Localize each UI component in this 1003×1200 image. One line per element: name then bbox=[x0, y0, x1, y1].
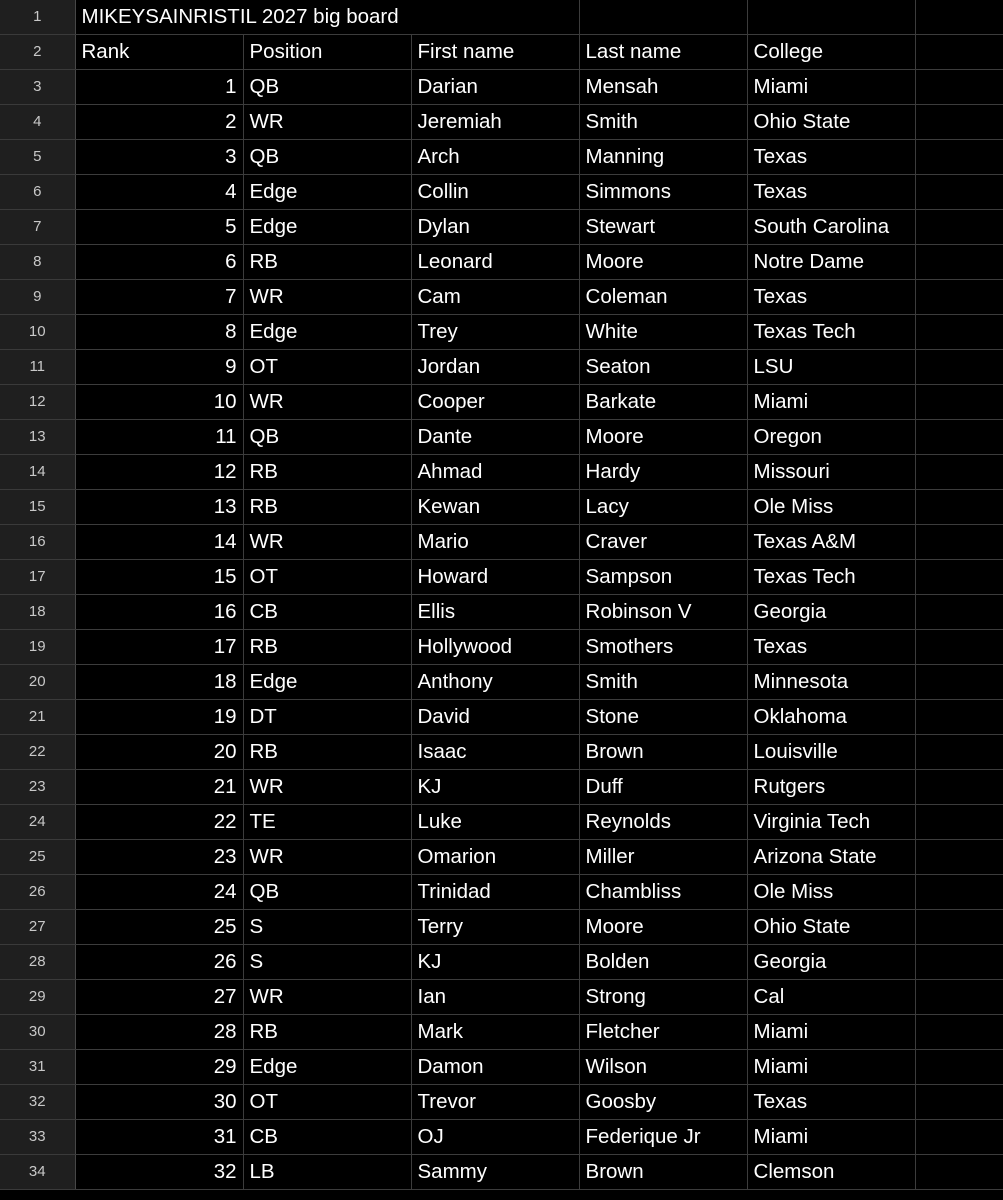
position-cell[interactable]: LB bbox=[243, 1155, 411, 1190]
last-name-cell[interactable]: White bbox=[579, 315, 747, 350]
row-number[interactable]: 16 bbox=[0, 525, 75, 560]
college-cell[interactable]: Ole Miss bbox=[747, 875, 915, 910]
college-cell[interactable]: Notre Dame bbox=[747, 245, 915, 280]
first-name-cell[interactable]: Mark bbox=[411, 1015, 579, 1050]
last-name-cell[interactable]: Chambliss bbox=[579, 875, 747, 910]
cell[interactable] bbox=[579, 0, 747, 35]
rank-cell[interactable]: 13 bbox=[75, 490, 243, 525]
last-name-cell[interactable]: Smith bbox=[579, 105, 747, 140]
college-cell[interactable]: Ohio State bbox=[747, 105, 915, 140]
cell[interactable] bbox=[915, 35, 1003, 70]
first-name-cell[interactable]: Ellis bbox=[411, 595, 579, 630]
row-number[interactable]: 11 bbox=[0, 350, 75, 385]
cell[interactable] bbox=[915, 140, 1003, 175]
table-row bbox=[0, 665, 1003, 700]
cell[interactable] bbox=[915, 490, 1003, 525]
rank-cell[interactable]: 15 bbox=[75, 560, 243, 595]
rank-cell[interactable]: 4 bbox=[75, 175, 243, 210]
college-cell[interactable]: Texas bbox=[747, 630, 915, 665]
sheet-title-cell[interactable]: MIKEYSAINRISTIL 2027 big board bbox=[75, 0, 579, 35]
college-cell[interactable]: Georgia bbox=[747, 595, 915, 630]
rank-cell[interactable]: 11 bbox=[75, 420, 243, 455]
first-name-cell[interactable]: David bbox=[411, 700, 579, 735]
table-row bbox=[0, 770, 1003, 805]
college-cell[interactable]: Texas Tech bbox=[747, 315, 915, 350]
rank-cell[interactable]: 1 bbox=[75, 70, 243, 105]
table-row bbox=[0, 700, 1003, 735]
table-row bbox=[0, 315, 1003, 350]
rank-cell[interactable]: 6 bbox=[75, 245, 243, 280]
row-number[interactable]: 21 bbox=[0, 700, 75, 735]
position-cell[interactable]: WR bbox=[243, 385, 411, 420]
last-name-cell[interactable]: Stone bbox=[579, 700, 747, 735]
first-name-cell[interactable]: Terry bbox=[411, 910, 579, 945]
row-number[interactable]: 31 bbox=[0, 1050, 75, 1085]
first-name-cell[interactable]: Trevor bbox=[411, 1085, 579, 1120]
row-number[interactable]: 12 bbox=[0, 385, 75, 420]
table-row bbox=[0, 175, 1003, 210]
position-cell[interactable]: OT bbox=[243, 560, 411, 595]
position-cell[interactable]: RB bbox=[243, 735, 411, 770]
row-number[interactable]: 34 bbox=[0, 1155, 75, 1190]
last-name-cell[interactable]: Brown bbox=[579, 1155, 747, 1190]
position-cell[interactable]: CB bbox=[243, 1120, 411, 1155]
row-number[interactable]: 28 bbox=[0, 945, 75, 980]
last-name-cell[interactable]: Federique Jr bbox=[579, 1120, 747, 1155]
first-name-cell[interactable]: Trinidad bbox=[411, 875, 579, 910]
last-name-cell[interactable]: Goosby bbox=[579, 1085, 747, 1120]
cell[interactable] bbox=[915, 1155, 1003, 1190]
college-cell[interactable]: Ohio State bbox=[747, 910, 915, 945]
last-name-cell[interactable]: Moore bbox=[579, 245, 747, 280]
last-name-cell[interactable]: Duff bbox=[579, 770, 747, 805]
first-name-cell[interactable]: KJ bbox=[411, 945, 579, 980]
cell[interactable] bbox=[915, 0, 1003, 35]
cell[interactable] bbox=[915, 70, 1003, 105]
last-name-cell[interactable]: Robinson V bbox=[579, 595, 747, 630]
first-name-cell[interactable]: Kewan bbox=[411, 490, 579, 525]
first-name-cell[interactable]: Omarion bbox=[411, 840, 579, 875]
cell[interactable] bbox=[915, 1085, 1003, 1120]
position-cell[interactable]: WR bbox=[243, 105, 411, 140]
first-name-cell[interactable]: Cooper bbox=[411, 385, 579, 420]
college-cell[interactable]: Oklahoma bbox=[747, 700, 915, 735]
cell[interactable] bbox=[915, 315, 1003, 350]
cell[interactable] bbox=[915, 840, 1003, 875]
first-name-cell[interactable]: Dante bbox=[411, 420, 579, 455]
first-name-cell[interactable]: Luke bbox=[411, 805, 579, 840]
header-row bbox=[0, 35, 1003, 70]
rank-cell[interactable]: 27 bbox=[75, 980, 243, 1015]
table-row bbox=[0, 630, 1003, 665]
cell[interactable] bbox=[747, 0, 915, 35]
position-cell[interactable]: WR bbox=[243, 280, 411, 315]
rank-cell[interactable]: 32 bbox=[75, 1155, 243, 1190]
rank-cell[interactable]: 29 bbox=[75, 1050, 243, 1085]
position-cell[interactable]: Edge bbox=[243, 175, 411, 210]
first-name-cell[interactable]: Darian bbox=[411, 70, 579, 105]
rank-cell[interactable]: 8 bbox=[75, 315, 243, 350]
row-number[interactable]: 9 bbox=[0, 280, 75, 315]
row-number[interactable]: 4 bbox=[0, 105, 75, 140]
rank-cell[interactable]: 17 bbox=[75, 630, 243, 665]
cell[interactable] bbox=[915, 770, 1003, 805]
first-name-cell[interactable]: Anthony bbox=[411, 665, 579, 700]
college-cell[interactable]: Oregon bbox=[747, 420, 915, 455]
cell[interactable] bbox=[915, 175, 1003, 210]
rank-cell[interactable]: 9 bbox=[75, 350, 243, 385]
cell[interactable] bbox=[915, 735, 1003, 770]
last-name-cell[interactable]: Seaton bbox=[579, 350, 747, 385]
last-name-cell[interactable]: Strong bbox=[579, 980, 747, 1015]
table-row bbox=[0, 875, 1003, 910]
college-cell[interactable]: Georgia bbox=[747, 945, 915, 980]
row-number[interactable]: 3 bbox=[0, 70, 75, 105]
position-cell[interactable]: WR bbox=[243, 770, 411, 805]
college-cell[interactable]: LSU bbox=[747, 350, 915, 385]
last-name-cell[interactable]: Miller bbox=[579, 840, 747, 875]
cell[interactable] bbox=[915, 980, 1003, 1015]
rank-cell[interactable]: 20 bbox=[75, 735, 243, 770]
table-row bbox=[0, 525, 1003, 560]
position-cell[interactable]: S bbox=[243, 910, 411, 945]
table-row bbox=[0, 280, 1003, 315]
table-row bbox=[0, 245, 1003, 280]
rank-cell[interactable]: 30 bbox=[75, 1085, 243, 1120]
last-name-cell[interactable]: Mensah bbox=[579, 70, 747, 105]
rank-cell[interactable]: 24 bbox=[75, 875, 243, 910]
last-name-cell[interactable]: Moore bbox=[579, 420, 747, 455]
table-row bbox=[0, 1120, 1003, 1155]
cell[interactable] bbox=[915, 945, 1003, 980]
rank-cell[interactable]: 3 bbox=[75, 140, 243, 175]
cell[interactable] bbox=[915, 455, 1003, 490]
college-cell[interactable]: Texas Tech bbox=[747, 560, 915, 595]
cell[interactable] bbox=[915, 1120, 1003, 1155]
college-cell[interactable]: Miami bbox=[747, 385, 915, 420]
college-cell[interactable]: Clemson bbox=[747, 1155, 915, 1190]
first-name-cell[interactable]: KJ bbox=[411, 770, 579, 805]
last-name-cell[interactable]: Moore bbox=[579, 910, 747, 945]
row-number[interactable]: 20 bbox=[0, 665, 75, 700]
last-name-cell[interactable]: Reynolds bbox=[579, 805, 747, 840]
college-cell[interactable]: Louisville bbox=[747, 735, 915, 770]
position-cell[interactable]: OT bbox=[243, 350, 411, 385]
position-cell[interactable]: Edge bbox=[243, 665, 411, 700]
row-number[interactable]: 10 bbox=[0, 315, 75, 350]
table-row bbox=[0, 1050, 1003, 1085]
rank-cell[interactable]: 7 bbox=[75, 280, 243, 315]
first-name-cell[interactable]: Jeremiah bbox=[411, 105, 579, 140]
college-cell[interactable]: Rutgers bbox=[747, 770, 915, 805]
table-row bbox=[0, 490, 1003, 525]
last-name-cell[interactable]: Barkate bbox=[579, 385, 747, 420]
rank-cell[interactable]: 19 bbox=[75, 700, 243, 735]
table-row bbox=[0, 70, 1003, 105]
table-row bbox=[0, 910, 1003, 945]
first-name-cell[interactable]: OJ bbox=[411, 1120, 579, 1155]
position-cell[interactable]: CB bbox=[243, 595, 411, 630]
table-row bbox=[0, 350, 1003, 385]
college-cell[interactable]: Miami bbox=[747, 1050, 915, 1085]
rank-cell[interactable]: 25 bbox=[75, 910, 243, 945]
cell[interactable] bbox=[915, 1015, 1003, 1050]
last-name-cell[interactable]: Fletcher bbox=[579, 1015, 747, 1050]
first-name-cell[interactable]: Ian bbox=[411, 980, 579, 1015]
college-cell[interactable]: Virginia Tech bbox=[747, 805, 915, 840]
cell[interactable] bbox=[915, 595, 1003, 630]
row-number[interactable]: 32 bbox=[0, 1085, 75, 1120]
position-cell[interactable]: Edge bbox=[243, 1050, 411, 1085]
college-cell[interactable]: South Carolina bbox=[747, 210, 915, 245]
position-cell[interactable]: RB bbox=[243, 1015, 411, 1050]
rank-cell[interactable]: 28 bbox=[75, 1015, 243, 1050]
college-cell[interactable]: Texas bbox=[747, 175, 915, 210]
row-number[interactable]: 24 bbox=[0, 805, 75, 840]
rank-cell[interactable]: 12 bbox=[75, 455, 243, 490]
row-number[interactable]: 1 bbox=[0, 0, 75, 35]
last-name-cell[interactable]: Smothers bbox=[579, 630, 747, 665]
last-name-cell[interactable]: Sampson bbox=[579, 560, 747, 595]
rank-cell[interactable]: 2 bbox=[75, 105, 243, 140]
table-row bbox=[0, 735, 1003, 770]
cell[interactable] bbox=[915, 245, 1003, 280]
cell[interactable] bbox=[915, 630, 1003, 665]
last-name-cell[interactable]: Smith bbox=[579, 665, 747, 700]
position-cell[interactable]: OT bbox=[243, 1085, 411, 1120]
last-name-cell[interactable]: Brown bbox=[579, 735, 747, 770]
row-number[interactable]: 18 bbox=[0, 595, 75, 630]
row-number[interactable]: 7 bbox=[0, 210, 75, 245]
rank-cell[interactable]: 14 bbox=[75, 525, 243, 560]
college-cell[interactable]: Cal bbox=[747, 980, 915, 1015]
row-number[interactable]: 19 bbox=[0, 630, 75, 665]
row-number[interactable]: 23 bbox=[0, 770, 75, 805]
first-name-cell[interactable]: Leonard bbox=[411, 245, 579, 280]
college-cell[interactable]: Texas bbox=[747, 280, 915, 315]
college-cell[interactable]: Texas A&M bbox=[747, 525, 915, 560]
first-name-cell[interactable]: Hollywood bbox=[411, 630, 579, 665]
position-cell[interactable]: QB bbox=[243, 70, 411, 105]
last-name-cell[interactable]: Stewart bbox=[579, 210, 747, 245]
college-cell[interactable]: Minnesota bbox=[747, 665, 915, 700]
row-number[interactable]: 5 bbox=[0, 140, 75, 175]
table-row bbox=[0, 420, 1003, 455]
last-name-cell[interactable]: Manning bbox=[579, 140, 747, 175]
row-number[interactable]: 17 bbox=[0, 560, 75, 595]
position-cell[interactable]: RB bbox=[243, 490, 411, 525]
position-cell[interactable]: QB bbox=[243, 420, 411, 455]
first-name-cell[interactable]: Collin bbox=[411, 175, 579, 210]
row-number[interactable]: 33 bbox=[0, 1120, 75, 1155]
last-name-cell[interactable]: Coleman bbox=[579, 280, 747, 315]
position-cell[interactable]: Edge bbox=[243, 210, 411, 245]
cell[interactable] bbox=[915, 210, 1003, 245]
position-cell[interactable]: QB bbox=[243, 140, 411, 175]
college-cell[interactable]: Arizona State bbox=[747, 840, 915, 875]
row-number[interactable]: 13 bbox=[0, 420, 75, 455]
cell[interactable] bbox=[915, 700, 1003, 735]
header-position[interactable]: Position bbox=[243, 35, 411, 70]
position-cell[interactable]: RB bbox=[243, 245, 411, 280]
cell[interactable] bbox=[915, 385, 1003, 420]
table-row bbox=[0, 210, 1003, 245]
college-cell[interactable]: Miami bbox=[747, 1120, 915, 1155]
first-name-cell[interactable]: Arch bbox=[411, 140, 579, 175]
cell[interactable] bbox=[915, 1050, 1003, 1085]
position-cell[interactable]: Edge bbox=[243, 315, 411, 350]
row-number[interactable]: 6 bbox=[0, 175, 75, 210]
position-cell[interactable]: RB bbox=[243, 455, 411, 490]
table-row bbox=[0, 945, 1003, 980]
position-cell[interactable]: WR bbox=[243, 525, 411, 560]
header-rank[interactable]: Rank bbox=[75, 35, 243, 70]
last-name-cell[interactable]: Wilson bbox=[579, 1050, 747, 1085]
cell[interactable] bbox=[915, 105, 1003, 140]
cell[interactable] bbox=[915, 910, 1003, 945]
table-row bbox=[0, 1015, 1003, 1050]
college-cell[interactable]: Miami bbox=[747, 1015, 915, 1050]
rank-cell[interactable]: 31 bbox=[75, 1120, 243, 1155]
cell[interactable] bbox=[915, 525, 1003, 560]
row-number[interactable]: 8 bbox=[0, 245, 75, 280]
last-name-cell[interactable]: Lacy bbox=[579, 490, 747, 525]
cell[interactable] bbox=[915, 420, 1003, 455]
table-row bbox=[0, 560, 1003, 595]
row-number[interactable]: 29 bbox=[0, 980, 75, 1015]
position-cell[interactable]: RB bbox=[243, 630, 411, 665]
first-name-cell[interactable]: Cam bbox=[411, 280, 579, 315]
table-row bbox=[0, 455, 1003, 490]
first-name-cell[interactable]: Howard bbox=[411, 560, 579, 595]
position-cell[interactable]: QB bbox=[243, 875, 411, 910]
row-number[interactable]: 22 bbox=[0, 735, 75, 770]
table-row bbox=[0, 140, 1003, 175]
row-number[interactable]: 15 bbox=[0, 490, 75, 525]
first-name-cell[interactable]: Damon bbox=[411, 1050, 579, 1085]
row-number[interactable]: 26 bbox=[0, 875, 75, 910]
rank-cell[interactable]: 23 bbox=[75, 840, 243, 875]
rank-cell[interactable]: 5 bbox=[75, 210, 243, 245]
table-row bbox=[0, 840, 1003, 875]
rank-cell[interactable]: 10 bbox=[75, 385, 243, 420]
row-number[interactable]: 14 bbox=[0, 455, 75, 490]
first-name-cell[interactable]: Dylan bbox=[411, 210, 579, 245]
cell[interactable] bbox=[915, 665, 1003, 700]
first-name-cell[interactable]: Jordan bbox=[411, 350, 579, 385]
table-row bbox=[0, 1155, 1003, 1190]
title-row bbox=[0, 0, 1003, 35]
header-college[interactable]: College bbox=[747, 35, 915, 70]
first-name-cell[interactable]: Sammy bbox=[411, 1155, 579, 1190]
table-row bbox=[0, 805, 1003, 840]
cell[interactable] bbox=[915, 560, 1003, 595]
last-name-cell[interactable]: Simmons bbox=[579, 175, 747, 210]
position-cell[interactable]: TE bbox=[243, 805, 411, 840]
rank-cell[interactable]: 18 bbox=[75, 665, 243, 700]
header-first-name[interactable]: First name bbox=[411, 35, 579, 70]
cell[interactable] bbox=[915, 805, 1003, 840]
rank-cell[interactable]: 26 bbox=[75, 945, 243, 980]
college-cell[interactable]: Missouri bbox=[747, 455, 915, 490]
cell[interactable] bbox=[915, 280, 1003, 315]
college-cell[interactable]: Texas bbox=[747, 140, 915, 175]
table-row bbox=[0, 385, 1003, 420]
header-last-name[interactable]: Last name bbox=[579, 35, 747, 70]
row-number[interactable]: 2 bbox=[0, 35, 75, 70]
position-cell[interactable]: S bbox=[243, 945, 411, 980]
position-cell[interactable]: WR bbox=[243, 980, 411, 1015]
rank-cell[interactable]: 22 bbox=[75, 805, 243, 840]
rank-cell[interactable]: 21 bbox=[75, 770, 243, 805]
college-cell[interactable]: Texas bbox=[747, 1085, 915, 1120]
first-name-cell[interactable]: Ahmad bbox=[411, 455, 579, 490]
row-number[interactable]: 30 bbox=[0, 1015, 75, 1050]
last-name-cell[interactable]: Craver bbox=[579, 525, 747, 560]
position-cell[interactable]: DT bbox=[243, 700, 411, 735]
table-row bbox=[0, 595, 1003, 630]
cell[interactable] bbox=[915, 875, 1003, 910]
row-number[interactable]: 27 bbox=[0, 910, 75, 945]
last-name-cell[interactable]: Bolden bbox=[579, 945, 747, 980]
table-row bbox=[0, 1085, 1003, 1120]
table-row bbox=[0, 105, 1003, 140]
cell[interactable] bbox=[915, 350, 1003, 385]
college-cell[interactable]: Miami bbox=[747, 70, 915, 105]
position-cell[interactable]: WR bbox=[243, 840, 411, 875]
first-name-cell[interactable]: Trey bbox=[411, 315, 579, 350]
table-row bbox=[0, 980, 1003, 1015]
first-name-cell[interactable]: Isaac bbox=[411, 735, 579, 770]
last-name-cell[interactable]: Hardy bbox=[579, 455, 747, 490]
first-name-cell[interactable]: Mario bbox=[411, 525, 579, 560]
college-cell[interactable]: Ole Miss bbox=[747, 490, 915, 525]
row-number[interactable]: 25 bbox=[0, 840, 75, 875]
rank-cell[interactable]: 16 bbox=[75, 595, 243, 630]
